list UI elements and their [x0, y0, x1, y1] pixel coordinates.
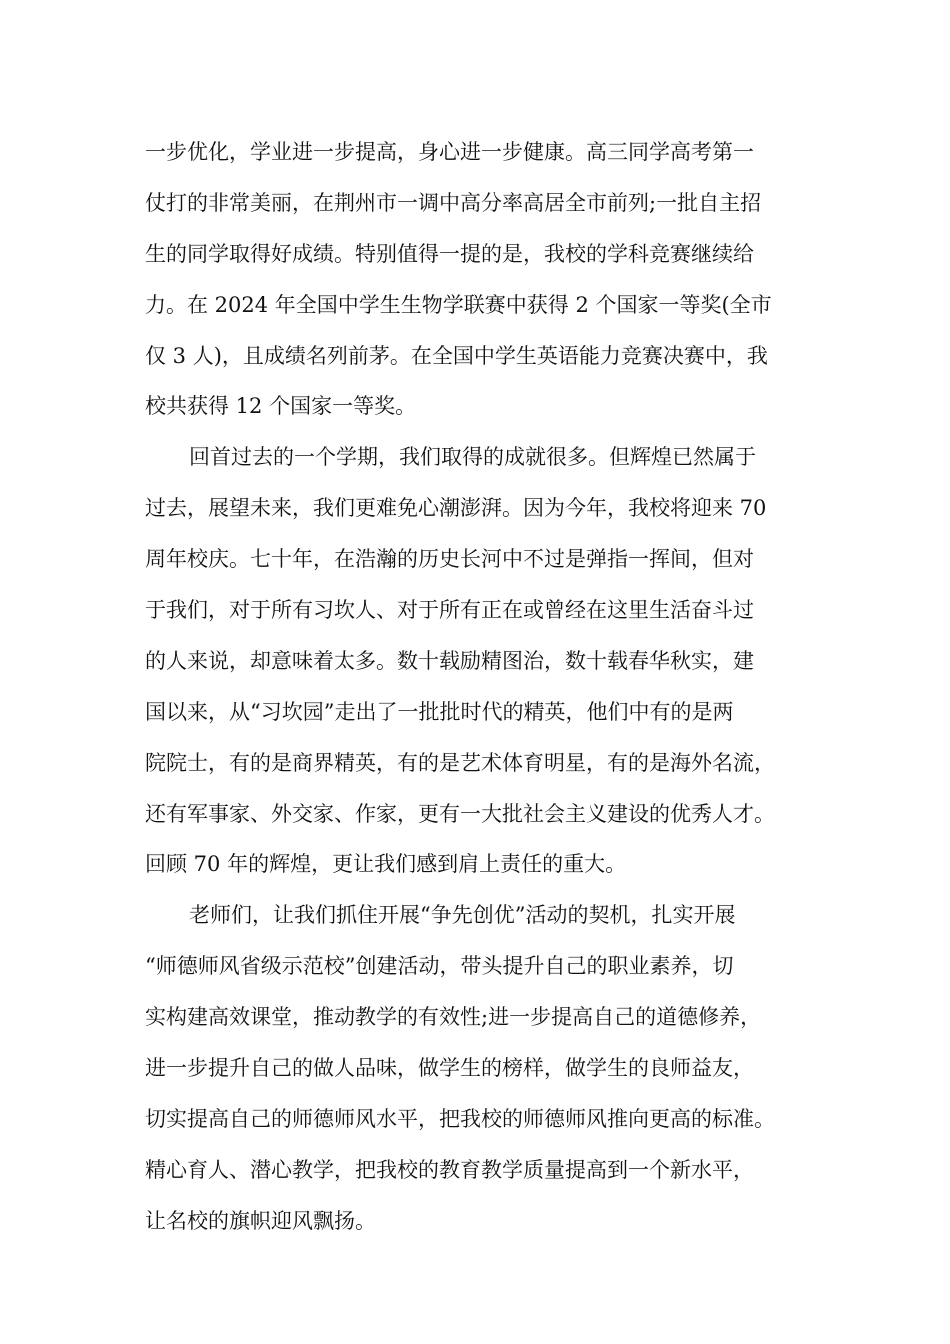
text-line: 的人来说，却意味着太多。数十载励精图治，数十载春华秋实，建	[145, 648, 754, 673]
text-line: 周年校庆。七十年，在浩瀚的历史长河中不过是弹指一挥间，但对	[145, 547, 754, 572]
text-line: 还有军事家、外交家、作家，更有一大批社会主义建设的优秀人才。	[145, 801, 775, 826]
text-line: 老师们，让我们抓住开展“争先创优”活动的契机，扎实开展	[189, 903, 736, 928]
text-line: 回顾 70 年的辉煌，更让我们感到肩上责任的重大。	[145, 852, 627, 877]
text-line: 一步优化，学业进一步提高，身心进一步健康。高三同学高考第一	[145, 140, 754, 164]
text-line: 力。在 2024 年全国中学生生物学联赛中获得 2 个国家一等奖(全市	[145, 292, 772, 317]
text-line: 切实提高自己的师德师风水平，把我校的师德师风推向更高的标准。	[145, 1106, 775, 1131]
text-line: 于我们，对于所有习坎人、对于所有正在或曾经在这里生活奋斗过	[145, 598, 754, 623]
text-line: 院院士，有的是商界精英，有的是艺术体育明星，有的是海外名流，	[145, 750, 775, 775]
text-line: 仅 3 人)，且成绩名列前茅。在全国中学生英语能力竞赛决赛中，我	[145, 343, 768, 368]
text-line: 生的同学取得好成绩。特别值得一提的是，我校的学科竞赛继续给	[145, 241, 754, 266]
text-line: 让名校的旗帜迎风飘扬。	[145, 1208, 376, 1233]
text-line: 进一步提升自己的做人品味，做学生的榜样，做学生的良师益友，	[145, 1056, 754, 1081]
text-line: 过去，展望未来，我们更难免心潮澎湃。因为今年，我校将迎来 70	[145, 496, 767, 521]
text-line: 仗打的非常美丽，在荆州市一调中高分率高居全市前列;一批自主招	[145, 190, 762, 215]
document-body	[145, 127, 825, 1247]
text-line: 精心育人、潜心教学，把我校的教育教学质量提高到一个新水平，	[145, 1157, 754, 1182]
paragraph	[145, 890, 825, 1246]
paragraph	[145, 127, 825, 432]
text-line: 实构建高效课堂，推动教学的有效性;进一步提高自己的道德修养，	[145, 1005, 762, 1030]
text-line: 回首过去的一个学期，我们取得的成就很多。但辉煌已然属于	[189, 445, 756, 470]
text-line: 校共获得 12 个国家一等奖。	[145, 394, 417, 419]
paragraph	[145, 432, 825, 890]
text-line: 国以来，从“习坎园”走出了一批批时代的精英，他们中有的是两	[145, 699, 734, 724]
text-line: “师德师风省级示范校”创建活动，带头提升自己的职业素养，切	[145, 954, 734, 979]
